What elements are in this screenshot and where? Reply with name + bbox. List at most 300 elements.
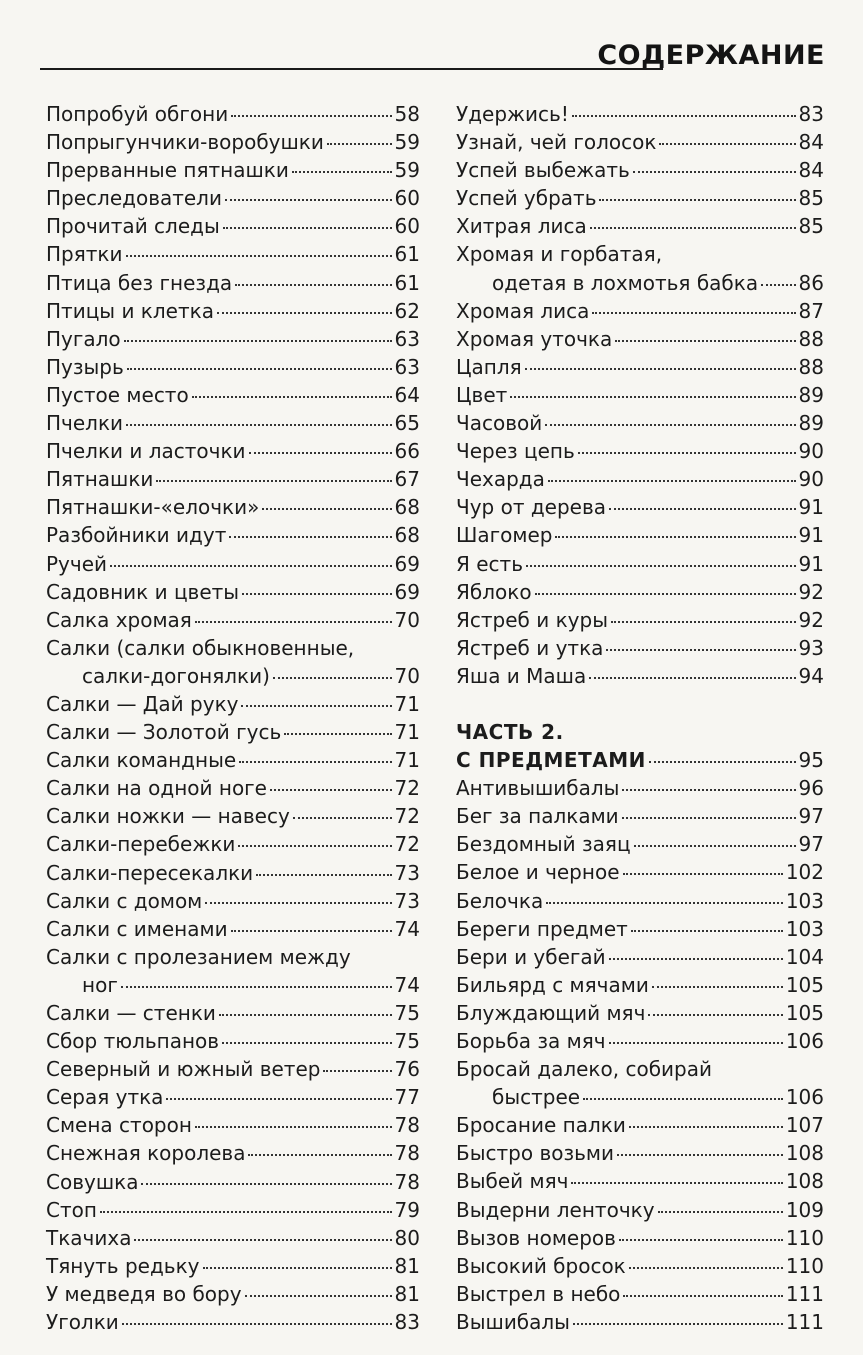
- page-number: 72: [394, 832, 420, 857]
- entry-title: Блуждающий мяч: [456, 1000, 646, 1025]
- dot-leader: [535, 592, 796, 595]
- page-number: 96: [798, 776, 824, 801]
- dot-leader: [648, 1013, 782, 1016]
- dot-leader: [231, 929, 392, 932]
- page-number: 69: [394, 551, 420, 576]
- page-number: 103: [785, 888, 824, 913]
- toc-entry: [456, 578, 824, 606]
- toc-entry: [46, 550, 420, 578]
- page-number: 80: [394, 1225, 420, 1250]
- toc-entry: [46, 1111, 420, 1139]
- entry-title: Узнай, чей голосок: [456, 130, 657, 155]
- page-number: 89: [798, 411, 824, 436]
- dot-leader: [761, 283, 795, 286]
- toc-entry: [456, 325, 824, 353]
- entry-title: Быстро возьми: [456, 1141, 614, 1166]
- dot-leader: [134, 1238, 391, 1241]
- entry-title: Северный и южный ветер: [46, 1057, 321, 1082]
- page-number: 58: [394, 102, 420, 126]
- toc-entry: [456, 240, 824, 296]
- page-number: 92: [798, 607, 824, 632]
- dot-leader: [606, 648, 795, 651]
- entry-title: Яша и Маша: [456, 663, 587, 688]
- dot-leader: [649, 760, 796, 763]
- dot-leader: [555, 535, 795, 538]
- page-number: 59: [394, 130, 420, 155]
- part-heading-line2: С ПРЕДМЕТАМИ: [456, 748, 646, 773]
- toc-list-part2: [456, 774, 824, 1336]
- dot-leader: [192, 395, 392, 398]
- toc-entry: [456, 1252, 824, 1280]
- entry-title: Попробуй обгони: [46, 102, 229, 126]
- toc-entry: [456, 634, 824, 662]
- entry-title: Удержись!: [456, 102, 569, 126]
- page-number: 106: [785, 1029, 824, 1053]
- entry-title: У медведя во бору: [46, 1281, 242, 1306]
- page-number: 84: [798, 158, 824, 183]
- toc-entry: [46, 240, 420, 268]
- page-number: 62: [394, 298, 420, 323]
- toc-entry: [456, 521, 824, 549]
- dot-leader: [589, 676, 795, 679]
- toc-entry: [456, 381, 824, 409]
- entry-title: Салки — Дай руку: [46, 691, 239, 716]
- page-number: 105: [785, 1000, 824, 1025]
- page-number: 61: [394, 270, 420, 295]
- entry-title: Цапля: [456, 354, 522, 379]
- part-heading-entry: [456, 746, 824, 774]
- page-number: 94: [798, 663, 824, 688]
- dot-leader: [658, 1210, 783, 1213]
- dot-leader: [235, 283, 391, 286]
- toc-entry: [46, 1139, 420, 1167]
- toc-entry: [46, 381, 420, 409]
- entry-title: Салки на одной ноге: [46, 776, 267, 801]
- dot-leader: [205, 901, 391, 904]
- entry-title: Уголки: [46, 1310, 119, 1335]
- toc-entry: [46, 409, 420, 437]
- dot-leader: [110, 564, 392, 567]
- page-number: 106: [785, 1085, 824, 1110]
- entry-title: Прятки: [46, 242, 123, 267]
- entry-title: Выдерни ленточку: [456, 1197, 655, 1222]
- toc-entry: [46, 718, 420, 746]
- dot-leader: [611, 620, 796, 623]
- toc-entry: [456, 1308, 824, 1336]
- dot-leader: [629, 1266, 783, 1269]
- page-number: 83: [394, 1310, 420, 1335]
- page-number: 95: [798, 748, 824, 773]
- toc-entry: [456, 156, 824, 184]
- dot-leader: [121, 985, 392, 988]
- toc-entry: [46, 353, 420, 381]
- toc-entry: [46, 634, 420, 690]
- page-number: 78: [394, 1169, 420, 1194]
- toc-entry: [456, 1280, 824, 1308]
- toc-entry: [456, 887, 824, 915]
- dot-leader: [572, 114, 796, 117]
- toc-entry: [46, 437, 420, 465]
- toc-entry: [456, 1027, 824, 1055]
- entry-title: Ястреб и куры: [456, 607, 608, 632]
- page-number: 66: [394, 439, 420, 464]
- dot-leader: [631, 929, 783, 932]
- toc-entry: [456, 465, 824, 493]
- page-number: 60: [394, 186, 420, 211]
- toc-entry: [46, 1280, 420, 1308]
- page-number: 59: [394, 158, 420, 183]
- entry-title: Салка хромая: [46, 607, 192, 632]
- dot-leader: [590, 226, 796, 229]
- page-number: 71: [394, 720, 420, 745]
- dot-leader: [619, 1238, 783, 1241]
- entry-title: Вызов номеров: [456, 1225, 616, 1250]
- entry-title: Смена сторон: [46, 1113, 192, 1138]
- dot-leader: [615, 339, 795, 342]
- entry-title: Салки командные: [46, 748, 237, 773]
- entry-title: Салки-перебежки: [46, 832, 236, 857]
- page-number: 63: [394, 354, 420, 379]
- page-number: 104: [785, 944, 824, 969]
- dot-leader: [229, 535, 391, 538]
- page-number: 88: [798, 354, 824, 379]
- page-number: 81: [394, 1253, 420, 1278]
- dot-leader: [617, 1153, 783, 1156]
- dot-leader: [203, 1266, 392, 1269]
- toc-entry: [456, 774, 824, 802]
- toc-entry: [46, 1308, 420, 1336]
- page-number: 61: [394, 242, 420, 267]
- toc-entry: [456, 184, 824, 212]
- toc-entry: [456, 830, 824, 858]
- dot-leader: [622, 788, 795, 791]
- toc-entry: [456, 128, 824, 156]
- dot-leader: [126, 254, 392, 257]
- entry-title: Салки с именами: [46, 916, 228, 941]
- section-gap: [456, 690, 824, 718]
- page-number: 81: [394, 1281, 420, 1306]
- toc-entry: [456, 493, 824, 521]
- dot-leader: [583, 1097, 783, 1100]
- page-number: 74: [394, 916, 420, 941]
- entry-title: Бильярд с мячами: [456, 972, 649, 997]
- toc-entry: [46, 1224, 420, 1252]
- entry-title: Преследователи: [46, 186, 222, 211]
- entry-title: Салки-пересекалки: [46, 860, 254, 885]
- toc-entry: [456, 606, 824, 634]
- entry-title: Успей убрать: [456, 186, 597, 211]
- page-number: 111: [785, 1281, 824, 1306]
- entry-title: Ткачиха: [46, 1225, 132, 1250]
- entry-title-continued: быстрее: [492, 1085, 581, 1110]
- entry-title: Хромая и горбатая,: [456, 242, 663, 267]
- toc-entry: [456, 550, 824, 578]
- toc-entry: [456, 662, 824, 690]
- page-number: 92: [798, 579, 824, 604]
- toc-entry: [46, 943, 420, 999]
- toc-entry: [46, 521, 420, 549]
- dot-leader: [241, 704, 391, 707]
- page-number: 85: [798, 186, 824, 211]
- entry-title: Салки с пролезанием между: [46, 944, 351, 969]
- page-title: СОДЕРЖАНИЕ: [597, 40, 825, 71]
- entry-title-continued: одетая в лохмотья бабка: [492, 270, 759, 295]
- entry-title: Бери и убегай: [456, 944, 606, 969]
- page-number: 87: [798, 298, 824, 323]
- dot-leader: [249, 451, 392, 454]
- page-number: 108: [785, 1141, 824, 1166]
- dot-leader: [526, 564, 796, 567]
- toc-entry: [46, 606, 420, 634]
- page-number: 72: [394, 776, 420, 801]
- toc-entry: [46, 746, 420, 774]
- dot-leader: [219, 1013, 392, 1016]
- toc-column-left: [46, 100, 420, 1336]
- dot-leader: [273, 676, 392, 679]
- dot-leader: [223, 226, 392, 229]
- entry-title: Бег за палками: [456, 804, 619, 829]
- dot-leader: [633, 170, 796, 173]
- dot-leader: [127, 367, 392, 370]
- entry-title: Сбор тюльпанов: [46, 1029, 220, 1054]
- entry-title-continued: ног: [82, 972, 118, 997]
- dot-leader: [510, 395, 795, 398]
- entry-title: Серая утка: [46, 1085, 164, 1110]
- page-number: 68: [394, 523, 420, 548]
- toc-entry: [456, 409, 824, 437]
- dot-leader: [195, 1125, 392, 1128]
- toc-entry: [456, 915, 824, 943]
- dot-leader: [629, 1125, 783, 1128]
- entry-title: Береги предмет: [456, 916, 628, 941]
- entry-title: Высокий бросок: [456, 1253, 626, 1278]
- header-rule: [40, 68, 663, 70]
- page-number: 60: [394, 214, 420, 239]
- toc-entry: [456, 212, 824, 240]
- page-number: 71: [394, 748, 420, 773]
- dot-leader: [195, 620, 392, 623]
- entry-title: Прерванные пятнашки: [46, 158, 289, 183]
- entry-title: Садовник и цветы: [46, 579, 240, 604]
- part-heading-line1: ЧАСТЬ 2.: [456, 719, 564, 744]
- entry-title: Салки с домом: [46, 888, 203, 913]
- dot-leader: [546, 901, 783, 904]
- page-number: 91: [798, 551, 824, 576]
- toc-entry: [46, 128, 420, 156]
- entry-title: Пчелки: [46, 411, 124, 436]
- page-number: 75: [394, 1001, 420, 1025]
- toc-entry: [456, 1055, 824, 1111]
- entry-title: Успей выбежать: [456, 158, 630, 183]
- entry-title: Совушка: [46, 1169, 139, 1194]
- toc-column-right: [456, 100, 824, 1336]
- toc-entry: [46, 465, 420, 493]
- page-number: 91: [798, 495, 824, 520]
- page-number: 72: [394, 804, 420, 829]
- entry-title: Пустое место: [46, 382, 189, 407]
- dot-leader: [548, 479, 796, 482]
- entry-title: Белое и черное: [456, 860, 620, 885]
- entry-title: Пятнашки: [46, 467, 154, 492]
- page-number: 111: [785, 1309, 824, 1334]
- page-number: 97: [798, 832, 824, 857]
- dot-leader: [124, 339, 392, 342]
- toc-entry: [46, 212, 420, 240]
- dot-leader: [623, 872, 783, 875]
- entry-title: Пугало: [46, 326, 121, 351]
- page-number: 85: [798, 214, 824, 239]
- page-number: 93: [798, 635, 824, 660]
- dot-leader: [573, 1322, 783, 1325]
- page-number: 84: [798, 130, 824, 155]
- page-number: 86: [798, 270, 824, 295]
- entry-title: Бросание палки: [456, 1113, 626, 1138]
- page-number: 73: [394, 860, 420, 885]
- dot-leader: [284, 732, 391, 735]
- toc-entry: [46, 1055, 420, 1083]
- page-number: 77: [394, 1085, 420, 1110]
- entry-title: Пятнашки-«елочки»: [46, 495, 260, 520]
- entry-title: Попрыгунчики-воробушки: [46, 130, 324, 155]
- entry-title: Тянуть редьку: [46, 1253, 200, 1278]
- dot-leader: [652, 985, 783, 988]
- dot-leader: [222, 1041, 391, 1044]
- entry-title: Яблоко: [456, 579, 532, 604]
- dot-leader: [238, 844, 391, 847]
- toc-entry: [46, 184, 420, 212]
- dot-leader: [217, 311, 392, 314]
- entry-title: Птицы и клетка: [46, 298, 214, 323]
- entry-title: Салки — Золотой гусь: [46, 720, 282, 745]
- entry-title: Пчелки и ласточки: [46, 439, 246, 464]
- page-number: 110: [785, 1253, 824, 1278]
- toc-entry: [46, 100, 420, 128]
- dot-leader: [156, 479, 391, 482]
- page-number: 97: [798, 804, 824, 829]
- entry-title: Часовой: [456, 411, 543, 436]
- dot-leader: [262, 507, 391, 510]
- toc-entry: [456, 858, 824, 886]
- toc-entry: [46, 1027, 420, 1055]
- entry-title: Через цепь: [456, 439, 575, 464]
- entry-title: Шагомер: [456, 523, 553, 548]
- dot-leader: [100, 1210, 392, 1213]
- entry-title: Птица без гнезда: [46, 270, 233, 295]
- toc-entry: [456, 999, 824, 1027]
- toc-entry: [456, 100, 824, 128]
- toc-list-part1-continued: [456, 100, 824, 690]
- page-number: 67: [394, 467, 420, 492]
- dot-leader: [245, 1294, 392, 1297]
- page-number: 110: [785, 1225, 824, 1250]
- page-number: 65: [394, 411, 420, 436]
- toc-entry: [46, 1252, 420, 1280]
- dot-leader: [592, 311, 795, 314]
- page-number: 108: [785, 1169, 824, 1194]
- entry-title: Я есть: [456, 551, 523, 576]
- dot-leader: [239, 760, 391, 763]
- toc-entry: [46, 999, 420, 1027]
- entry-title: Вышибалы: [456, 1309, 570, 1334]
- dot-leader: [248, 1153, 391, 1156]
- toc-entry: [46, 915, 420, 943]
- dot-leader: [225, 198, 392, 201]
- dot-leader: [609, 507, 796, 510]
- dot-leader: [578, 451, 796, 454]
- page-number: 76: [394, 1057, 420, 1082]
- toc-entry: [46, 578, 420, 606]
- dot-leader: [609, 1041, 783, 1044]
- page-number: 89: [798, 382, 824, 407]
- dot-leader: [141, 1182, 391, 1185]
- entry-title: Выбей мяч: [456, 1169, 569, 1194]
- page-number: 79: [394, 1197, 420, 1222]
- page-number: 78: [394, 1141, 420, 1166]
- page-number: 63: [394, 326, 420, 351]
- page-number: 78: [394, 1113, 420, 1138]
- page-number: 109: [785, 1197, 824, 1222]
- toc-entry: [456, 1111, 824, 1139]
- entry-title: Ястреб и утка: [456, 635, 604, 660]
- toc-entry: [456, 1196, 824, 1224]
- page-number: 90: [798, 467, 824, 492]
- toc-entry: [46, 1196, 420, 1224]
- toc-entry: [46, 859, 420, 887]
- dot-leader: [231, 114, 391, 117]
- toc-entry: [456, 353, 824, 381]
- entry-title: Хромая уточка: [456, 326, 613, 351]
- page-number: 83: [798, 102, 824, 126]
- page-number: 102: [785, 860, 824, 885]
- dot-leader: [270, 788, 392, 791]
- entry-title: Ручей: [46, 551, 108, 576]
- entry-title: Хромая лиса: [456, 298, 590, 323]
- entry-title: Салки ножки — навесу: [46, 804, 290, 829]
- dot-leader: [122, 1322, 392, 1325]
- toc-entry: [456, 943, 824, 971]
- page-number: 69: [394, 579, 420, 604]
- entry-title: Цвет: [456, 382, 508, 407]
- page-number: 107: [785, 1113, 824, 1138]
- page-number: 70: [394, 663, 420, 688]
- toc-entry: [46, 1083, 420, 1111]
- page-number: 75: [394, 1029, 420, 1054]
- dot-leader: [323, 1069, 391, 1072]
- toc-entry: [46, 887, 420, 915]
- toc-entry: [456, 1167, 824, 1195]
- entry-title: Пузырь: [46, 354, 124, 379]
- entry-title: Снежная королева: [46, 1141, 246, 1166]
- page-number: 74: [394, 972, 420, 997]
- toc-entry: [456, 437, 824, 465]
- entry-title-continued: салки-догонялки): [82, 663, 270, 688]
- entry-title: Бросай далеко, собирай: [456, 1057, 712, 1082]
- toc-entry: [46, 1168, 420, 1196]
- page-number: 103: [785, 916, 824, 941]
- dot-leader: [166, 1097, 391, 1100]
- dot-leader: [242, 592, 391, 595]
- toc-entry: [456, 802, 824, 830]
- toc-entry: [46, 269, 420, 297]
- toc-entry: [46, 297, 420, 325]
- dot-leader: [126, 423, 392, 426]
- dot-leader: [599, 198, 795, 201]
- toc-entry: [46, 690, 420, 718]
- dot-leader: [634, 844, 796, 847]
- toc-entry: [46, 156, 420, 184]
- toc-entry: [46, 325, 420, 353]
- dot-leader: [545, 423, 795, 426]
